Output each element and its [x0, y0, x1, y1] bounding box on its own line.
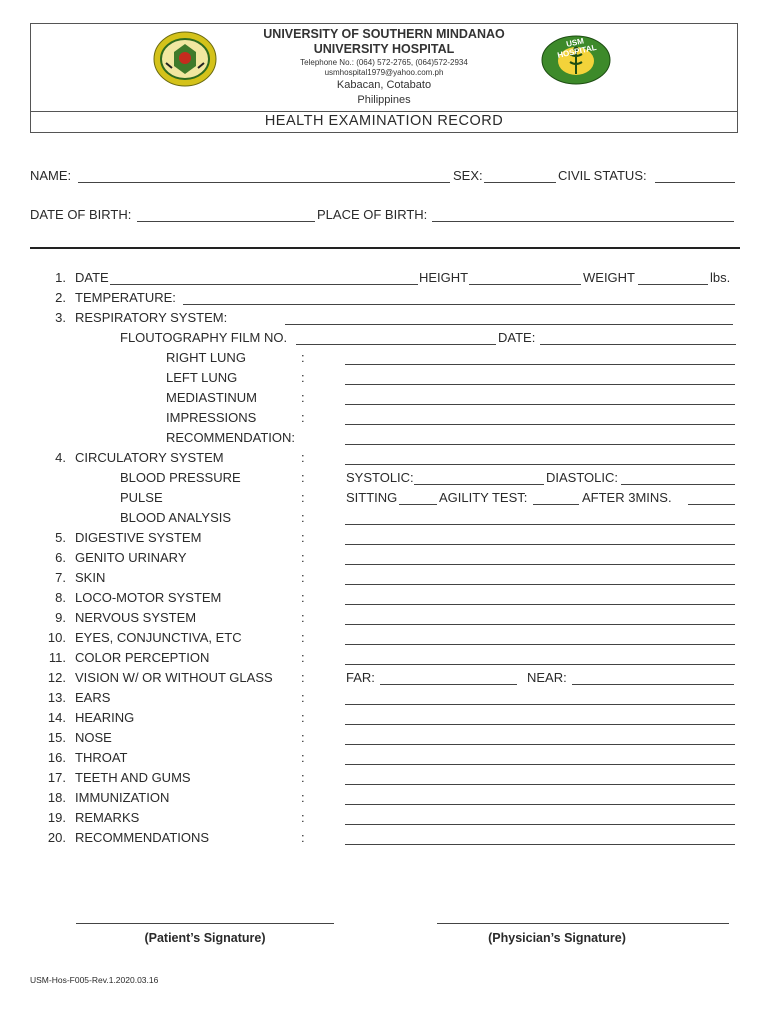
skin-field[interactable]: [345, 584, 735, 585]
throat-label: THROAT: [75, 750, 128, 765]
weight-field[interactable]: [638, 284, 708, 285]
circulatory-label: CIRCULATORY SYSTEM: [75, 450, 224, 465]
colon: :: [301, 510, 305, 525]
item-number: 6.: [55, 550, 66, 565]
patient-signature-label: (Patient’s Signature): [144, 931, 266, 945]
recommendation-label: RECOMMENDATION:: [166, 430, 296, 445]
blood-analysis-field[interactable]: [345, 524, 735, 525]
item-number: 13.: [47, 690, 66, 705]
item-number: 15.: [47, 730, 66, 745]
colon: :: [301, 690, 305, 705]
country: Philippines: [357, 94, 411, 106]
item-number: 7.: [55, 570, 66, 585]
section-divider: [30, 247, 740, 249]
digestive-system-field[interactable]: [345, 544, 735, 545]
vision-label: VISION W/ OR WITHOUT GLASS: [75, 670, 273, 685]
form-code: USM-Hos-F005-Rev.1.2020.03.16: [30, 975, 159, 985]
item-number: 5.: [55, 530, 66, 545]
film-date-field[interactable]: [540, 344, 736, 345]
pob-field[interactable]: [432, 221, 734, 222]
far-label: FAR:: [346, 670, 375, 685]
far-field[interactable]: [380, 684, 517, 685]
after-3mins-field[interactable]: [688, 504, 735, 505]
left-lung-label: LEFT LUNG: [166, 370, 238, 385]
remarks-label: REMARKS: [75, 810, 140, 825]
genito-urinary-field[interactable]: [345, 564, 735, 565]
after-3mins-label: AFTER 3MINS.: [582, 490, 672, 505]
colon: :: [301, 650, 305, 665]
impressions-label: IMPRESSIONS: [166, 410, 257, 425]
color-perception-field[interactable]: [345, 664, 735, 665]
city: Kabacan, Cotabato: [336, 79, 432, 91]
pob-label: PLACE OF BIRTH:: [317, 207, 428, 222]
nervous-system-label: NERVOUS SYSTEM: [75, 610, 197, 625]
left-lung-field[interactable]: [345, 384, 735, 385]
near-label: NEAR:: [527, 670, 567, 685]
name-label: NAME:: [30, 168, 72, 183]
diastolic-field[interactable]: [621, 484, 735, 485]
hospital-name: UNIVERSITY HOSPITAL: [313, 42, 455, 56]
blood-analysis-label: BLOOD ANALYSIS: [120, 510, 232, 525]
colon: :: [301, 450, 305, 465]
colon: :: [301, 570, 305, 585]
colon: :: [301, 630, 305, 645]
systolic-field[interactable]: [414, 484, 544, 485]
ears-label: EARS: [75, 690, 111, 705]
mediastinum-label: MEDIASTINUM: [166, 390, 257, 405]
right-logo-text: USM HOSPITAL: [556, 36, 598, 60]
right-lung-field[interactable]: [345, 364, 735, 365]
dob-field[interactable]: [137, 221, 315, 222]
colon: :: [301, 770, 305, 785]
digestive-system-label: DIGESTIVE SYSTEM: [75, 530, 202, 545]
email: usmhospital1979@yahoo.com.ph: [324, 68, 444, 77]
date-label: DATE: [75, 270, 109, 285]
circulatory-field[interactable]: [345, 464, 735, 465]
hearing-field[interactable]: [345, 724, 735, 725]
temperature-field[interactable]: [183, 304, 735, 305]
height-label: HEIGHT: [419, 270, 469, 285]
colon: :: [301, 710, 305, 725]
recommendation-field[interactable]: [345, 444, 735, 445]
item-number: 17.: [47, 770, 66, 785]
nervous-system-field[interactable]: [345, 624, 735, 625]
colon: :: [301, 550, 305, 565]
eyes-field[interactable]: [345, 644, 735, 645]
physician-signature-label: (Physician’s Signature): [488, 931, 626, 945]
agility-test-label: AGILITY TEST:: [439, 490, 528, 505]
blood-pressure-label: BLOOD PRESSURE: [120, 470, 241, 485]
item-number: 20.: [47, 830, 66, 845]
immunization-label: IMMUNIZATION: [75, 790, 170, 805]
item-number: 12.: [47, 670, 66, 685]
item-number: 9.: [55, 610, 66, 625]
mediastinum-field[interactable]: [345, 404, 735, 405]
name-field[interactable]: [78, 182, 450, 183]
colon: :: [301, 830, 305, 845]
university-name: UNIVERSITY OF SOUTHERN MINDANAO: [263, 27, 505, 41]
dob-label: DATE OF BIRTH:: [30, 207, 132, 222]
recommendations-label: RECOMMENDATIONS: [75, 830, 210, 845]
height-field[interactable]: [469, 284, 581, 285]
right-lung-label: RIGHT LUNG: [166, 350, 246, 365]
patient-signature-line[interactable]: [76, 923, 334, 924]
respiratory-label: RESPIRATORY SYSTEM:: [75, 310, 228, 325]
skin-label: SKIN: [75, 570, 106, 585]
physician-signature-line[interactable]: [437, 923, 729, 924]
genito-urinary-label: GENITO URINARY: [75, 550, 187, 565]
sitting-label: SITTING: [346, 490, 398, 505]
nose-label: NOSE: [75, 730, 112, 745]
near-field[interactable]: [572, 684, 734, 685]
colon: :: [301, 670, 305, 685]
item-number: 10.: [47, 630, 66, 645]
systolic-label: SYSTOLIC:: [346, 470, 414, 485]
item-number: 16.: [47, 750, 66, 765]
agility-test-field[interactable]: [533, 504, 579, 505]
respiratory-field[interactable]: [285, 324, 733, 325]
item-number: 3.: [55, 310, 66, 325]
loco-motor-field[interactable]: [345, 604, 735, 605]
item-number: 14.: [47, 710, 66, 725]
ears-field[interactable]: [345, 704, 735, 705]
film-label: FLOUTOGRAPHY FILM NO.: [120, 330, 288, 345]
hearing-label: HEARING: [75, 710, 135, 725]
colon: :: [301, 470, 305, 485]
sitting-field[interactable]: [399, 504, 437, 505]
item-number: 8.: [55, 590, 66, 605]
colon: :: [301, 590, 305, 605]
teeth-gums-label: TEETH AND GUMS: [75, 770, 191, 785]
colon: :: [301, 490, 305, 505]
item-number: 11.: [48, 650, 66, 665]
film-number-field[interactable]: [296, 344, 496, 345]
exam-date-field[interactable]: [110, 284, 418, 285]
colon: :: [301, 730, 305, 745]
colon: :: [301, 370, 305, 385]
film-date-label: DATE:: [498, 330, 536, 345]
remarks-field[interactable]: [345, 824, 735, 825]
eyes-label: EYES, CONJUNCTIVA, ETC: [75, 630, 242, 645]
colon: :: [301, 750, 305, 765]
item-number: 19.: [47, 810, 66, 825]
recommendations-field[interactable]: [345, 844, 735, 845]
teeth-gums-field[interactable]: [345, 784, 735, 785]
diastolic-label: DIASTOLIC:: [546, 470, 619, 485]
sex-field[interactable]: [484, 182, 556, 183]
item-number: 2.: [55, 290, 66, 305]
civil-status-field[interactable]: [655, 182, 735, 183]
colon: :: [301, 810, 305, 825]
form-title: HEALTH EXAMINATION RECORD: [264, 113, 504, 129]
item-number: 4.: [55, 450, 66, 465]
colon: :: [301, 410, 305, 425]
colon: :: [301, 530, 305, 545]
temperature-label: TEMPERATURE:: [75, 290, 176, 305]
impressions-field[interactable]: [345, 424, 735, 425]
item-number: 1.: [55, 270, 66, 285]
color-perception-label: COLOR PERCEPTION: [75, 650, 210, 665]
colon: :: [301, 790, 305, 805]
immunization-field[interactable]: [345, 804, 735, 805]
pulse-label: PULSE: [120, 490, 163, 505]
throat-field[interactable]: [345, 764, 735, 765]
weight-unit: lbs.: [710, 270, 731, 285]
weight-label: WEIGHT: [583, 270, 635, 285]
civil-status-label: CIVIL STATUS:: [558, 168, 647, 183]
telephone: Telephone No.: (064) 572-2765, (064)572-2934: [300, 58, 468, 67]
colon: :: [301, 390, 305, 405]
colon: :: [301, 610, 305, 625]
item-number: 18.: [47, 790, 66, 805]
sex-label: SEX:: [453, 168, 483, 183]
nose-field[interactable]: [345, 744, 735, 745]
loco-motor-label: LOCO-MOTOR SYSTEM: [75, 590, 222, 605]
colon: :: [301, 350, 305, 365]
